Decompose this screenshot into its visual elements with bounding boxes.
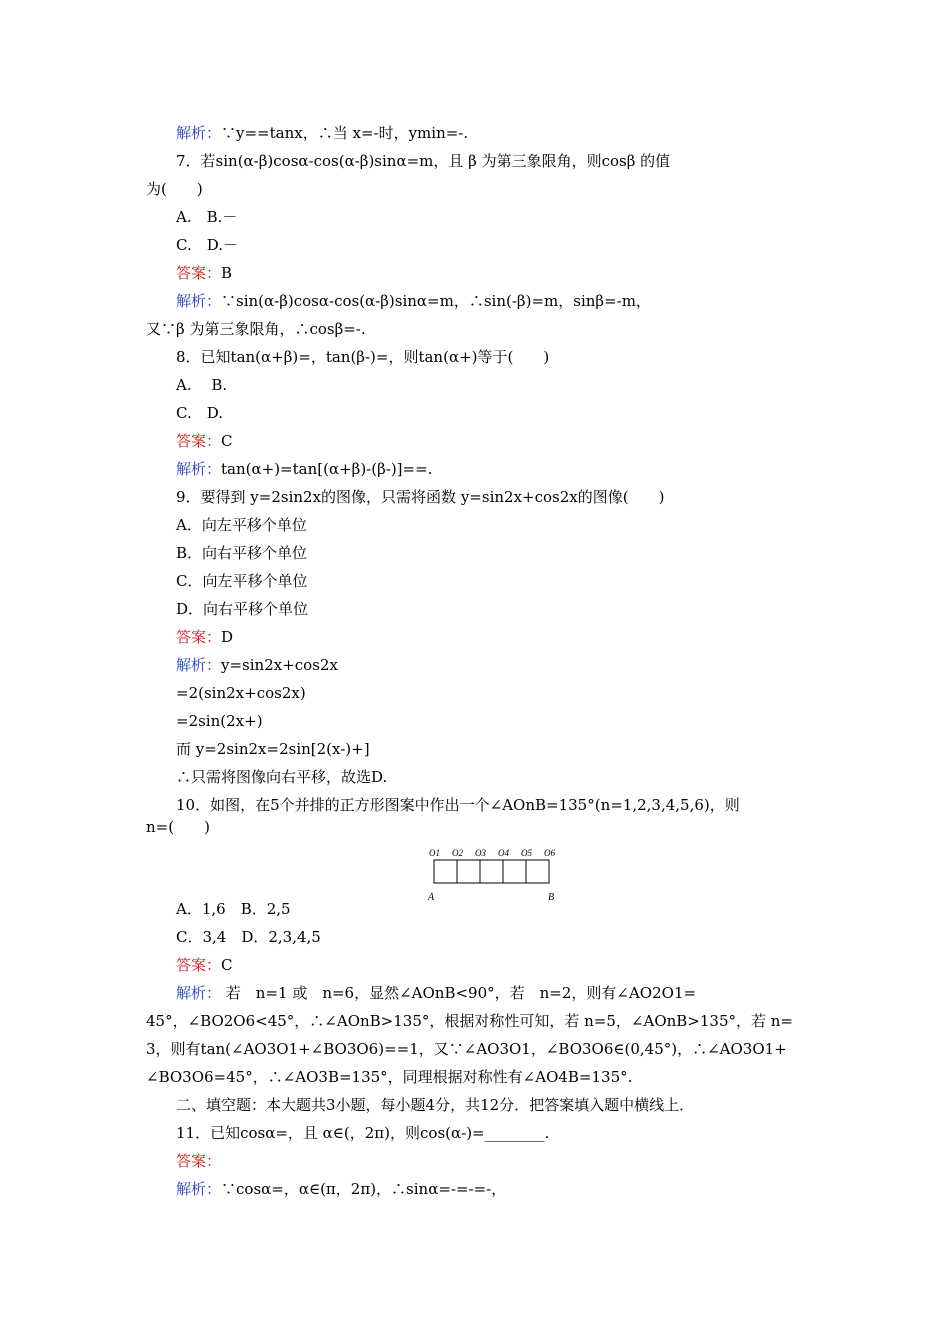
text-line: [176, 460, 432, 478]
line-text: C．向左平移个单位: [176, 572, 308, 590]
text-line: [176, 1152, 221, 1170]
text-line: [176, 348, 549, 366]
line-text: D: [221, 628, 234, 646]
analysis-label: 解析：: [176, 1180, 222, 1198]
square: [434, 860, 457, 883]
square: [503, 860, 526, 883]
line-text: 又∵β 为第三象限角，∴cosβ=-.: [146, 320, 366, 338]
line-text: =2sin(2x+): [176, 712, 263, 730]
text-line: [176, 796, 740, 814]
text-line: [176, 404, 223, 422]
text-line: [176, 984, 696, 1002]
analysis-label: 解析：: [176, 124, 222, 142]
analysis-label: 解析：: [176, 984, 222, 1002]
squares-group: [434, 860, 549, 883]
text-line: [176, 292, 651, 310]
text-line: [176, 236, 238, 254]
line-text: C. D.: [176, 404, 223, 422]
text-line: [176, 264, 232, 282]
top-label: O4: [498, 848, 509, 858]
line-text: 11．已知cosα=，且 α∈(，2π)，则cos(α-)=________.: [176, 1124, 550, 1142]
text-line: [176, 900, 291, 918]
line-text: ∴只需将图像向右平移，故选D.: [176, 768, 388, 786]
line-text: 9．要得到 y=2sin2x的图像，只需将函数 y=sin2x+cos2x的图像( ): [176, 488, 665, 506]
text-line: [176, 208, 237, 226]
line-text: ∵y==tanx，∴当 x=-时，ymin=-.: [221, 124, 469, 142]
text-line: [176, 572, 307, 590]
top-label: O5: [521, 848, 532, 858]
line-text: A．向左平移个单位: [176, 516, 307, 534]
text-line: [146, 1012, 793, 1030]
text-line: [146, 320, 366, 338]
answer-label: 答案：: [176, 432, 222, 450]
line-text: 7．若sin(α-β)cosα-cos(α-β)sinα=m，且 β 为第三象限角，则cosβ 的值: [176, 152, 671, 170]
top-label: O6: [544, 848, 555, 858]
square: [526, 860, 549, 883]
line-text: 8．已知tan(α+β)=，tan(β-)=，则tan(α+)等于( ): [176, 348, 550, 366]
line-text: tan(α+)=tan[(α+β)-(β-)]==.: [221, 460, 433, 478]
analysis-label: 解析：: [176, 460, 222, 478]
answer-label: 答案：: [176, 628, 222, 646]
text-line: [176, 656, 338, 674]
line-text: B: [221, 264, 233, 282]
line-text: D．向右平移个单位: [176, 600, 309, 618]
line-text: 10．如图，在5个并排的正方形图案中作出一个∠AOnB=135°(n=1,2,3,4,5,6)，则: [176, 796, 740, 814]
text-line: [176, 928, 321, 946]
top-label: O1: [429, 848, 440, 858]
analysis-label: 解析：: [176, 292, 222, 310]
text-line: [146, 818, 210, 836]
answer-label: 答案：: [176, 264, 222, 282]
text-line: [176, 1124, 549, 1142]
label-b: B: [548, 892, 555, 903]
line-text: 若 n=1 或 n=6，显然∠AOnB<90°，若 n=2，则有∠AO2O1=: [221, 984, 697, 1002]
text-line: [176, 1180, 506, 1198]
text-line: [176, 516, 307, 534]
line-text: B．向右平移个单位: [176, 544, 308, 562]
text-line: [176, 768, 387, 786]
text-line: [146, 1040, 787, 1058]
analysis-label: 解析：: [176, 656, 222, 674]
text-line: [176, 488, 664, 506]
top-label: O2: [452, 848, 463, 858]
label-a: A: [428, 892, 435, 903]
answer-label: 答案：: [176, 956, 222, 974]
text-line: [176, 956, 233, 974]
top-label: O3: [475, 848, 486, 858]
line-text: n=( ): [146, 818, 210, 836]
line-text: A. B.: [176, 376, 228, 394]
text-line: [176, 152, 670, 170]
text-line: [146, 1068, 632, 1086]
text-line: [176, 432, 233, 450]
text-line: [176, 628, 233, 646]
text-line: [146, 180, 203, 198]
answer-label: 答案：: [176, 1152, 222, 1170]
line-text: 45°，∠BO2O6<45°，∴∠AOnB>135°，根据对称性可知，若 n=5，∠AOnB>135°，若 n=: [146, 1012, 793, 1030]
line-text: A．1,6 B．2,5: [176, 900, 291, 918]
line-text: =2(sin2x+cos2x): [176, 684, 306, 702]
line-text: 而 y=2sin2x=2sin[2(x-)+]: [176, 740, 370, 758]
line-text: A. B.－: [176, 208, 238, 226]
five-squares-figure: [420, 842, 570, 904]
line-text: ∵sin(α-β)cosα-cos(α-β)sinα=m，∴sin(-β)=m，sinβ=-m，: [221, 292, 651, 310]
text-line: [176, 684, 306, 702]
text-line: [176, 600, 308, 618]
text-line: [176, 1096, 694, 1114]
line-text: 3，则有tan(∠AO3O1+∠BO3O6)==1，又∵∠AO3O1，∠BO3O6∈(0,45°)，∴∠AO3O1+: [146, 1040, 787, 1058]
line-text: C. D.－: [176, 236, 238, 254]
line-text: y=sin2x+cos2x: [221, 656, 338, 674]
square: [480, 860, 503, 883]
text-line: [176, 124, 468, 142]
top-labels: [429, 848, 555, 858]
line-text: C: [221, 432, 233, 450]
text-line: [176, 376, 227, 394]
line-text: 为( ): [146, 180, 203, 198]
line-text: ∵cosα=，α∈(π，2π)，∴sinα=-=-=-，: [221, 1180, 507, 1198]
line-text: C: [221, 956, 233, 974]
square: [457, 860, 480, 883]
line-text: C．3,4 D．2,3,4,5: [176, 928, 321, 946]
text-line: [176, 544, 307, 562]
text-line: [176, 740, 370, 758]
line-text: 二、填空题：本大题共3小题，每小题4分，共12分．把答案填入题中横线上．: [176, 1096, 695, 1114]
line-text: ∠BO3O6=45°，∴∠AO3B=135°，同理根据对称性有∠AO4B=135°.: [146, 1068, 633, 1086]
text-line: [176, 712, 263, 730]
